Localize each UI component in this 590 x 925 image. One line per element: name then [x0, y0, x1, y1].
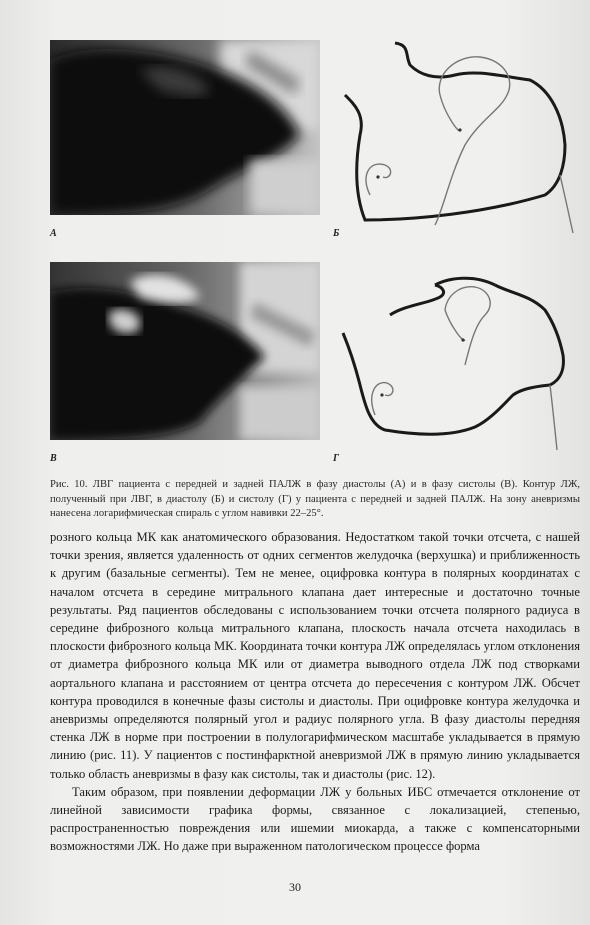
figure-label-v: В [50, 453, 57, 464]
paragraph-2: Таким образом, при появлении деформации ЛЖ у больных ИБС отмечается отклонение от линейной зависимости графика формы, связанное с локализацией, степенью, распространенностью повреждения или ишемии миокарда, а также с компенсаторными возможностями ЛЖ. Но даже при выраженном патологическом процессе форма [50, 784, 580, 854]
figure-label-a: А [50, 228, 57, 239]
body-text [50, 528, 580, 856]
page-number: 30 [289, 880, 301, 894]
angiogram-diastole-image [50, 40, 320, 215]
angiogram-systole-image [50, 262, 320, 440]
figure-label-g: Г [333, 453, 340, 464]
figure-caption [50, 478, 580, 522]
figure-label-b: Б [333, 228, 340, 239]
paragraph-1: розного кольца МК как анатомического образования. Недостатком такой точки отсчета, с нашей точки зрения, является удаленность от одних сегментов желудочка (верхушка) и приближенность к другим (базальные сегменты). Тем не менее, оцифровка контура в полярных координатах с началом отсчета в середине митрального клапана дает интересные и достаточно точные результаты. Ряд пациентов обследованы с использованием точки отсчета полярного радиуса в середине фиброзного кольца митрального клапана, плоскость начала отсчета находилась в плоскости фиброзного кольца МК. Координата точки контура ЛЖ определялась углом отклонения от диаметра фиброзного кольца МК или от диаметра выводного отдела ЛЖ под створками аортального клапана и расстоянием от центра отсчета до пересечения с контуром ЛЖ. Обсчет контура проводился в конечные фазы систолы и диастолы. При оцифровке контура желудочка и аневризмы определяются полярный угол и радиус полярного угла. В фазу диастолы передняя стенка ЛЖ в норме при построении в полулогарифмическом масштабе укладывается в прямую линию (рис. 11). У пациентов с постинфарктной аневризмой ЛЖ в прямую линию укладывается только область аневризмы в фазу как систолы, так и диастолы (рис. 12). [50, 530, 580, 781]
lv-contour-systole-diagram [335, 255, 585, 455]
lv-contour-diastole-diagram [335, 35, 585, 235]
caption-text: Рис. 10. ЛВГ пациента с передней и задней ПАЛЖ в фазу диастолы (А) и в фазу систолы (В). Контур ЛЖ, полученный при ЛВГ, в диастолу (Б) и систолу (Г) у пациента с передней и задней ПАЛЖ. На зону аневризмы нанесена логарифмическая спираль с углом навивки 22–25°. [50, 479, 580, 519]
